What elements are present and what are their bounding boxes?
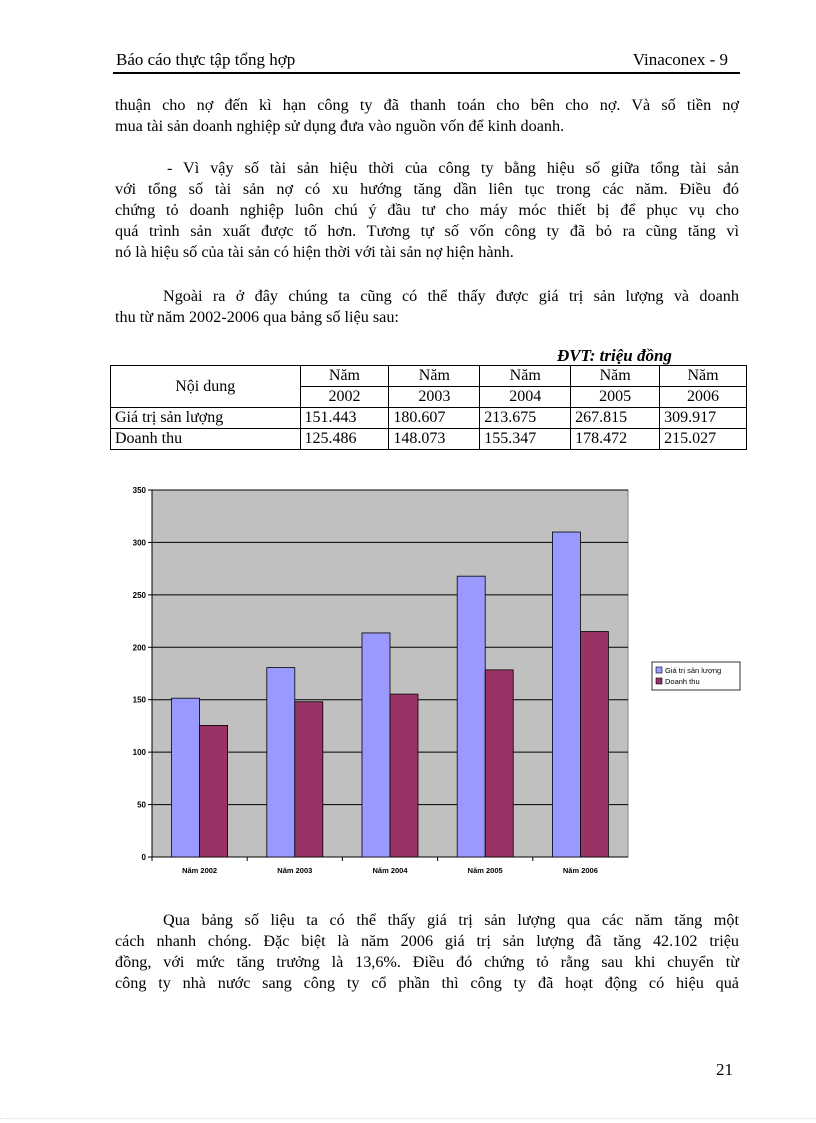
header-title: Báo cáo thực tập tổng hợp xyxy=(116,50,296,69)
table-cell: 267.815 xyxy=(571,408,660,429)
table-row xyxy=(111,408,747,429)
paragraph-1 xyxy=(115,95,739,137)
y-tick-label: 250 xyxy=(132,590,146,600)
paragraph-line: mua tài sản doanh nghiệp sử dụng đưa vào nguồn vốn để kinh doanh. xyxy=(115,117,565,135)
bar-doanh-thu xyxy=(200,725,228,857)
legend-swatch xyxy=(656,678,662,684)
x-tick-label: Năm 2006 xyxy=(562,866,598,875)
bar-gia-tri-san-luong xyxy=(172,698,200,857)
table-header-year: 2006 xyxy=(660,387,747,408)
table-cell: 125.486 xyxy=(300,429,389,450)
table-cell: 180.607 xyxy=(389,408,480,429)
y-tick-label: 0 xyxy=(141,853,146,862)
paragraph-4 xyxy=(115,910,739,994)
y-tick-label: 100 xyxy=(132,748,146,758)
table-header-content: Nội dung xyxy=(111,366,301,408)
table-row-label: Doanh thu xyxy=(111,429,301,450)
y-tick-label: 50 xyxy=(137,800,146,810)
y-tick-label: 150 xyxy=(132,695,146,705)
table-cell: 309.917 xyxy=(660,408,747,429)
paragraph-line: cách nhanh chóng. Đặc biệt là năm 2006 giá trị sản lượng đã tăng 42.102 triệu xyxy=(115,932,739,950)
paragraph-line: với tổng số tài sản nợ có xu hướng tăng dần liên tục trong các năm. Điều đó xyxy=(115,180,739,198)
paragraph-line: thuận cho nợ đến kì hạn công ty đã thanh toán cho bên cho nợ. Và số tiền nợ xyxy=(115,96,739,114)
bar-doanh-thu xyxy=(580,632,608,857)
table-cell: 151.443 xyxy=(300,408,389,429)
table-header-year-prefix: Năm xyxy=(480,366,571,387)
x-tick-label: Năm 2003 xyxy=(277,866,313,875)
paragraph-line: chứng tỏ doanh nghiệp luôn chú ý đầu tư cho máy móc thiết bị để phục vụ cho xyxy=(115,201,739,219)
bar-gia-tri-san-luong xyxy=(552,532,580,857)
table-row-label: Giá trị sản lượng xyxy=(111,408,301,429)
table-header-year-prefix: Năm xyxy=(389,366,480,387)
x-tick-label: Năm 2002 xyxy=(182,866,218,875)
paragraph-line: công ty nhà nước sang công ty cổ phần thì công ty đã hoạt động có hiệu quả xyxy=(115,974,739,992)
legend-label: Doanh thu xyxy=(665,677,700,686)
table-row xyxy=(111,429,747,450)
header-company: Vinaconex - 9 xyxy=(632,50,728,69)
table-cell: 155.347 xyxy=(480,429,571,450)
bar-chart-svg xyxy=(108,480,748,880)
table-cell: 213.675 xyxy=(480,408,571,429)
footer-divider xyxy=(0,1118,816,1120)
paragraph-line: nó là hiệu số của tài sản có hiện thời với tài sản nợ hiện hành. xyxy=(115,243,514,261)
legend-label: Giá trị sản lượng xyxy=(665,666,722,675)
paragraph-3 xyxy=(115,286,739,328)
table-header-year-prefix: Năm xyxy=(300,366,389,387)
table-header-row xyxy=(111,366,747,387)
x-tick-label: Năm 2005 xyxy=(467,866,503,875)
paragraph-line: - Vì vậy số tài sản hiệu thời của công ty bằng hiệu số giữa tổng tài sản xyxy=(167,159,739,177)
paragraph-line: Qua bảng số liệu ta có thể thấy giá trị sản lượng qua các năm tăng một xyxy=(163,911,739,929)
table-cell: 215.027 xyxy=(660,429,747,450)
table-cell: 178.472 xyxy=(571,429,660,450)
bar-gia-tri-san-luong xyxy=(362,633,390,857)
bar-chart xyxy=(108,480,748,880)
page-number: 21 xyxy=(716,1060,733,1079)
bar-doanh-thu xyxy=(295,702,323,857)
paragraph-2 xyxy=(115,158,739,263)
bar-gia-tri-san-luong xyxy=(267,668,295,857)
y-tick-label: 300 xyxy=(132,538,146,548)
x-tick-label: Năm 2004 xyxy=(372,866,408,875)
paragraph-line: quá trình sản xuất được tố hơn. Tương tự số vốn công ty đã bỏ ra cũng tăng vì xyxy=(115,222,739,240)
legend-swatch xyxy=(656,667,662,673)
paragraph-line: Ngoài ra ở đây chúng ta cũng có thể thấy được giá trị sản lượng và doanh xyxy=(163,287,739,305)
y-tick-label: 350 xyxy=(132,486,146,495)
bar-doanh-thu xyxy=(485,670,513,857)
table-header-year-prefix: Năm xyxy=(660,366,747,387)
bar-doanh-thu xyxy=(390,694,418,857)
table-cell: 148.073 xyxy=(389,429,480,450)
page-header xyxy=(113,50,740,74)
table-header-year: 2002 xyxy=(300,387,389,408)
data-table xyxy=(110,365,747,450)
table-unit: ĐVT: triệu đồng xyxy=(557,346,672,365)
table-header-year: 2005 xyxy=(571,387,660,408)
table-header-year: 2003 xyxy=(389,387,480,408)
paragraph-line: đồng, với mức tăng trưởng là 13,6%. Điều đó chứng tỏ rằng sau khi chuyển từ xyxy=(115,953,739,971)
y-tick-label: 200 xyxy=(132,643,146,653)
bar-gia-tri-san-luong xyxy=(457,576,485,857)
table-header-year-prefix: Năm xyxy=(571,366,660,387)
paragraph-line: thu từ năm 2002-2006 qua bảng số liệu sau: xyxy=(115,308,399,326)
table-header-year: 2004 xyxy=(480,387,571,408)
